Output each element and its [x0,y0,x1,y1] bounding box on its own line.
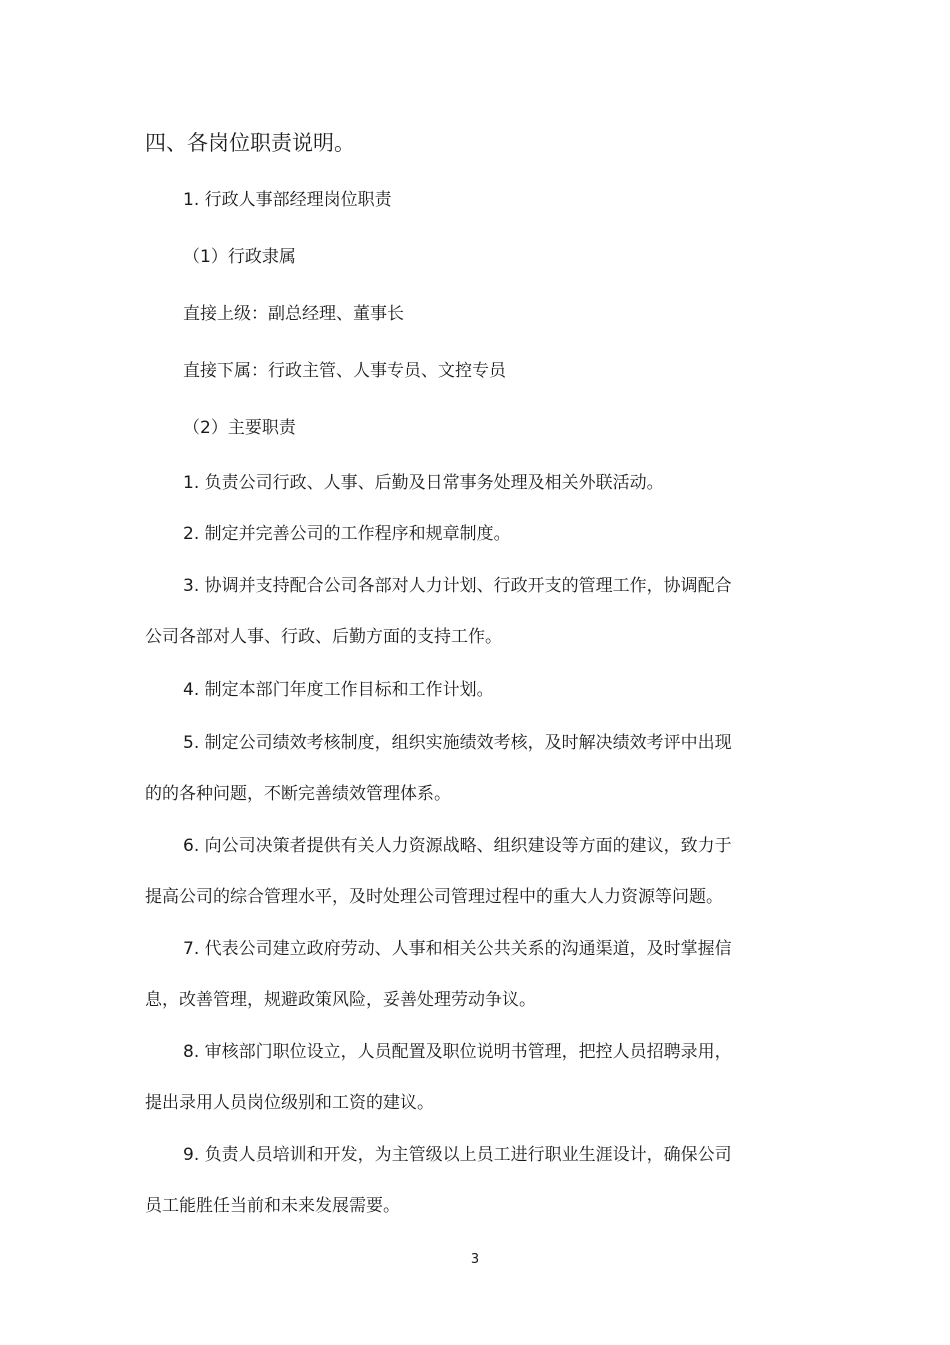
duty-4-line-1: 4. 制定本部门年度工作目标和工作计划。 [183,680,494,700]
direct-subordinates: 直接下属：行政主管、人事专员、文控专员 [183,361,506,381]
duty-9-line-1: 9. 负责人员培训和开发，为主管级以上员工进行职业生涯设计，确保公司 [183,1145,732,1165]
page-number: 3 [470,1252,480,1267]
duty-3-line-1: 3. 协调并支持配合公司各部对人力计划、行政开支的管理工作，协调配合 [183,576,732,596]
duty-2-line-1: 2. 制定并完善公司的工作程序和规章制度。 [183,524,511,544]
duty-6-line-1: 6. 向公司决策者提供有关人力资源战略、组织建设等方面的建议，致力于 [183,836,732,856]
section-title-main-duties: （2）主要职责 [183,418,296,438]
duty-6-line-2: 提高公司的综合管理水平，及时处理公司管理过程中的重大人力资源等问题。 [145,887,723,907]
duty-8-line-1: 8. 审核部门职位设立，人员配置及职位说明书管理，把控人员招聘录用， [183,1042,732,1062]
direct-superior: 直接上级：副总经理、董事长 [183,304,404,324]
duty-1-line-1: 1. 负责公司行政、人事、后勤及日常事务处理及相关外联活动。 [183,473,664,493]
duty-3-line-2: 公司各部对人事、行政、后勤方面的支持工作。 [145,627,502,647]
duty-5-line-2: 的的各种问题，不断完善绩效管理体系。 [145,784,451,804]
duty-9-line-2: 员工能胜任当前和未来发展需要。 [145,1196,400,1216]
duty-8-line-2: 提出录用人员岗位级别和工资的建议。 [145,1093,434,1113]
duty-7-line-2: 息，改善管理，规避政策风险，妥善处理劳动争议。 [145,990,536,1010]
subheading-manager-duties: 1. 行政人事部经理岗位职责 [183,190,392,210]
duty-7-line-1: 7. 代表公司建立政府劳动、人事和相关公共关系的沟通渠道，及时掌握信 [183,939,732,959]
section-title-reporting: （1）行政隶属 [183,247,296,267]
duty-5-line-1: 5. 制定公司绩效考核制度，组织实施绩效考核，及时解决绩效考评中出现 [183,733,732,753]
section-heading: 四、各岗位职责说明。 [145,131,355,155]
